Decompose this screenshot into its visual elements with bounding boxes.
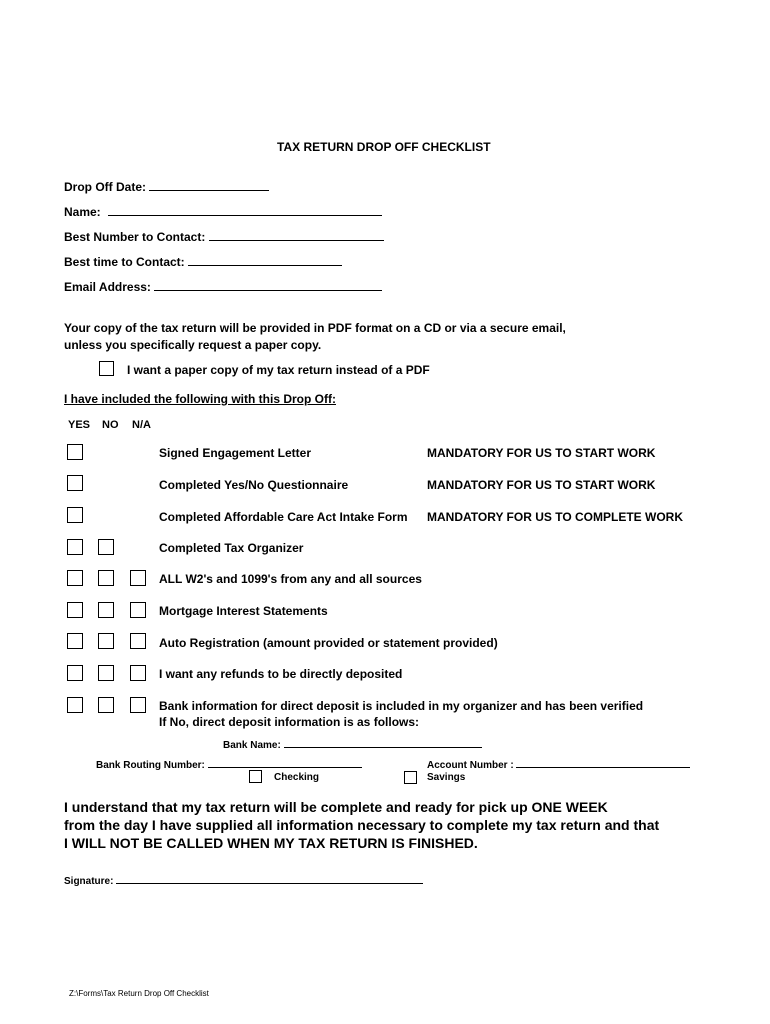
item-na-checkbox[interactable] — [130, 570, 146, 586]
item-no-checkbox[interactable] — [98, 602, 114, 618]
item-label: ALL W2's and 1099's from any and all sources — [159, 572, 422, 586]
name-field[interactable] — [108, 203, 382, 216]
item-yes-checkbox[interactable] — [67, 507, 83, 523]
routing-row — [96, 757, 362, 771]
item-yes-checkbox[interactable] — [67, 570, 83, 586]
email-row — [64, 278, 382, 294]
account-row — [427, 757, 690, 771]
savings-checkbox[interactable] — [404, 771, 417, 784]
paper-copy-label: I want a paper copy of my tax return instead of a PDF — [127, 363, 430, 377]
signature-field[interactable] — [116, 873, 423, 884]
drop-off-date-label: Drop Off Date: — [64, 180, 146, 194]
statement-line-3: I WILL NOT BE CALLED WHEN MY TAX RETURN IS FINISHED. — [64, 835, 478, 851]
notice-line-2: unless you specifically request a paper copy. — [64, 338, 322, 352]
if-no-line: If No, direct deposit information is as follows: — [159, 715, 420, 729]
best-time-label: Best time to Contact: — [64, 255, 185, 269]
account-field[interactable] — [516, 757, 690, 768]
bank-name-row — [223, 737, 482, 751]
item-yes-checkbox[interactable] — [67, 444, 83, 460]
item-yes-checkbox[interactable] — [67, 697, 83, 713]
column-yes: YES — [68, 419, 91, 431]
drop-off-date-row — [64, 178, 269, 194]
column-na: N/A — [132, 419, 151, 431]
item-mandatory-note: MANDATORY FOR US TO COMPLETE WORK — [427, 510, 684, 524]
item-label: Signed Engagement Letter — [159, 446, 312, 460]
item-yes-checkbox[interactable] — [67, 539, 83, 555]
column-no: NO — [102, 419, 119, 431]
item-label: Bank information for direct deposit is included in my organizer and has been verified — [159, 699, 644, 713]
drop-off-date-field[interactable] — [149, 178, 269, 191]
item-label: Mortgage Interest Statements — [159, 604, 328, 618]
item-label: Completed Yes/No Questionnaire — [159, 478, 349, 492]
item-no-checkbox[interactable] — [98, 633, 114, 649]
best-number-row — [64, 228, 384, 244]
item-no-checkbox[interactable] — [98, 570, 114, 586]
email-field[interactable] — [154, 278, 382, 291]
item-na-checkbox[interactable] — [130, 633, 146, 649]
item-label: I want any refunds to be directly deposited — [159, 667, 403, 681]
paper-copy-checkbox[interactable] — [99, 361, 114, 376]
bank-name-label: Bank Name: — [223, 740, 281, 751]
page-title: TAX RETURN DROP OFF CHECKLIST — [277, 140, 491, 154]
item-na-checkbox[interactable] — [130, 665, 146, 681]
name-row — [64, 203, 382, 219]
statement-line-1: I understand that my tax return will be complete and ready for pick up ONE WEEK — [64, 799, 608, 815]
checking-checkbox[interactable] — [249, 770, 262, 783]
item-label: Auto Registration (amount provided or statement provided) — [159, 636, 498, 650]
signature-row — [64, 873, 423, 887]
footer-path: Z:\Forms\Tax Return Drop Off Checklist — [69, 989, 209, 998]
item-mandatory-note: MANDATORY FOR US TO START WORK — [427, 478, 656, 492]
item-no-checkbox[interactable] — [98, 697, 114, 713]
account-label: Account Number : — [427, 760, 514, 771]
best-number-field[interactable] — [209, 228, 384, 241]
item-label: Completed Tax Organizer — [159, 541, 304, 555]
routing-field[interactable] — [208, 757, 362, 768]
signature-label: Signature: — [64, 876, 114, 887]
item-no-checkbox[interactable] — [98, 665, 114, 681]
item-na-checkbox[interactable] — [130, 602, 146, 618]
savings-label: Savings — [427, 772, 466, 783]
item-mandatory-note: MANDATORY FOR US TO START WORK — [427, 446, 656, 460]
bank-name-field[interactable] — [284, 737, 482, 748]
included-heading: I have included the following with this Drop Off: — [64, 392, 336, 406]
item-yes-checkbox[interactable] — [67, 475, 83, 491]
statement-line-2: from the day I have supplied all information necessary to complete my tax return and that — [64, 817, 660, 833]
item-na-checkbox[interactable] — [130, 697, 146, 713]
item-yes-checkbox[interactable] — [67, 602, 83, 618]
best-time-field[interactable] — [188, 253, 342, 266]
item-yes-checkbox[interactable] — [67, 633, 83, 649]
checking-label: Checking — [274, 772, 320, 783]
item-yes-checkbox[interactable] — [67, 665, 83, 681]
name-label: Name: — [64, 205, 101, 219]
notice-line-1: Your copy of the tax return will be provided in PDF format on a CD or via a secure email, — [64, 321, 566, 335]
best-number-label: Best Number to Contact: — [64, 230, 206, 244]
email-label: Email Address: — [64, 280, 151, 294]
item-label: Completed Affordable Care Act Intake Form — [159, 510, 408, 524]
best-time-row — [64, 253, 342, 269]
routing-label: Bank Routing Number: — [96, 760, 205, 771]
item-no-checkbox[interactable] — [98, 539, 114, 555]
